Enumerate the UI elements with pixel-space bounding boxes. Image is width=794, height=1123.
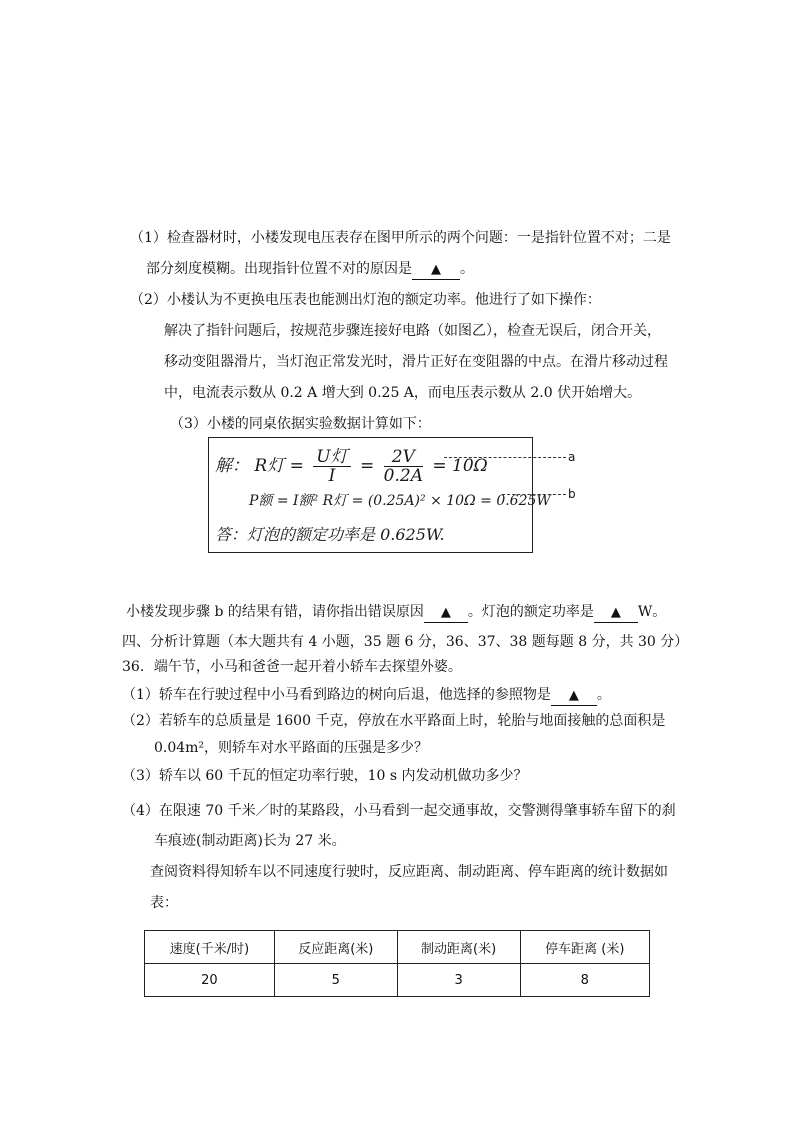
fraction-u-over-i (313, 448, 350, 485)
table-header-cell: 制动距离(米) (397, 931, 520, 964)
section4-heading: 四、分析计算题（本大题共有 4 小题，35 题 6 分，36、37、38 题每题 8 分，共 30 分） (122, 634, 689, 650)
q36-1-end: 。 (596, 687, 611, 703)
stopping-distance-table (144, 930, 650, 997)
q3-after-end: W。 (637, 604, 667, 620)
q3-line1: （3）小楼的同桌依据实验数据计算如下： (170, 416, 431, 432)
table-cell: 5 (274, 964, 397, 997)
q1-line2-text: 部分刻度模糊。出现指针位置不对的原因是 (146, 261, 412, 277)
q36-2-line1: （2）若轿车的总质量是 1600 千克，停放在水平路面上时，轮胎与地面接触的总面积是 (122, 713, 666, 729)
solution-row-1 (215, 448, 488, 485)
blank-triangle: ▲ (431, 262, 441, 277)
table-header-cell: 速度(千米/时) (145, 931, 275, 964)
q1-line2 (146, 259, 474, 280)
fraction-denominator: I (328, 466, 336, 486)
q3-after-line (126, 602, 666, 623)
table-header-cell: 停车距离 (米) (520, 931, 650, 964)
solution-prefix: 解： (215, 456, 249, 476)
table-header-cell: 反应距离(米) (274, 931, 397, 964)
handwritten-solution-box (208, 437, 551, 553)
leader-line-b (502, 494, 566, 495)
leader-line-a (444, 457, 566, 458)
q36-3: （3）轿车以 60 千瓦的恒定功率行驶，10 s 内发动机做功多少？ (122, 768, 528, 784)
marker-a: a (568, 450, 576, 464)
fraction-values (384, 448, 423, 485)
table-cell: 8 (520, 964, 650, 997)
q2-line4: 中，电流表示数从 0.2 A 增大到 0.25 A，而电压表示数从 2.0 伏开始增大。 (164, 385, 642, 401)
q36-4-line4: 表： (150, 895, 178, 911)
fraction-numerator: U灯 (313, 448, 350, 467)
blank-triangle: ▲ (440, 605, 451, 620)
solution-r-lamp: R灯 = (254, 456, 304, 476)
q3-after-mid: 。灯泡的额定功率是 (467, 604, 594, 620)
table-row (145, 964, 650, 997)
blank-triangle: ▲ (568, 688, 579, 703)
solution-row-3: 答：灯泡的额定功率是 0.625W. (215, 525, 445, 544)
q1-line1: （1）检查器材时，小楼发现电压表存在图甲所示的两个问题：一是指针位置不对；二是 (130, 230, 671, 246)
answer-blank-q1[interactable] (412, 260, 460, 280)
q36-4-line1: （4）在限速 70 千米／时的某路段，小马看到一起交通事故，交警测得肇事轿车留下的刹 (122, 803, 676, 819)
fraction-numerator-2: 2V (384, 448, 423, 467)
q36-1-text: （1）轿车在行驶过程中小马看到路边的树向后退，他选择的参照物是 (122, 687, 551, 703)
solution-equals: = (360, 456, 375, 476)
answer-blank-rated-power[interactable] (594, 603, 638, 623)
q36-1 (122, 685, 611, 706)
q36-2-line2: 0.04m²，则轿车对水平路面的压强是多少？ (154, 740, 429, 756)
answer-blank-reference[interactable] (551, 686, 597, 706)
q1-line2-end: 。 (460, 261, 474, 277)
q2-line3: 移动变阻器滑片，当灯泡正常发光时，滑片正好在变阻器的中点。在滑片移动过程 (164, 354, 668, 370)
q2-line2: 解决了指针问题后，按规范步骤连接好电路（如图乙），检查无误后，闭合开关， (164, 323, 661, 339)
marker-b: b (568, 487, 576, 501)
q2-line1: （2）小楼认为不更换电压表也能测出灯泡的额定功率。他进行了如下操作： (130, 292, 601, 308)
table-cell: 20 (145, 964, 275, 997)
q36-4-line3: 查阅资料得知轿车以不同速度行驶时，反应距离、制动距离、停车距离的统计数据如 (150, 864, 668, 880)
fraction-denominator-2: 0.2A (383, 466, 423, 486)
answer-blank-error-reason[interactable] (424, 603, 468, 623)
q36-intro: 36．端午节，小马和爸爸一起开着小轿车去探望外婆。 (122, 659, 462, 675)
solution-result: = 10Ω (432, 456, 488, 476)
table-header-row (145, 931, 650, 964)
q36-4-line2: 车痕迹(制动距离)长为 27 米。 (154, 833, 346, 849)
blank-triangle: ▲ (610, 605, 621, 620)
q3-after-text: 小楼发现步骤 b 的结果有错，请你指出错误原因 (126, 604, 424, 620)
solution-row-2: P额 = I额² R灯 = (0.25A)² × 10Ω = 0.625W (249, 493, 551, 509)
table-cell: 3 (397, 964, 520, 997)
